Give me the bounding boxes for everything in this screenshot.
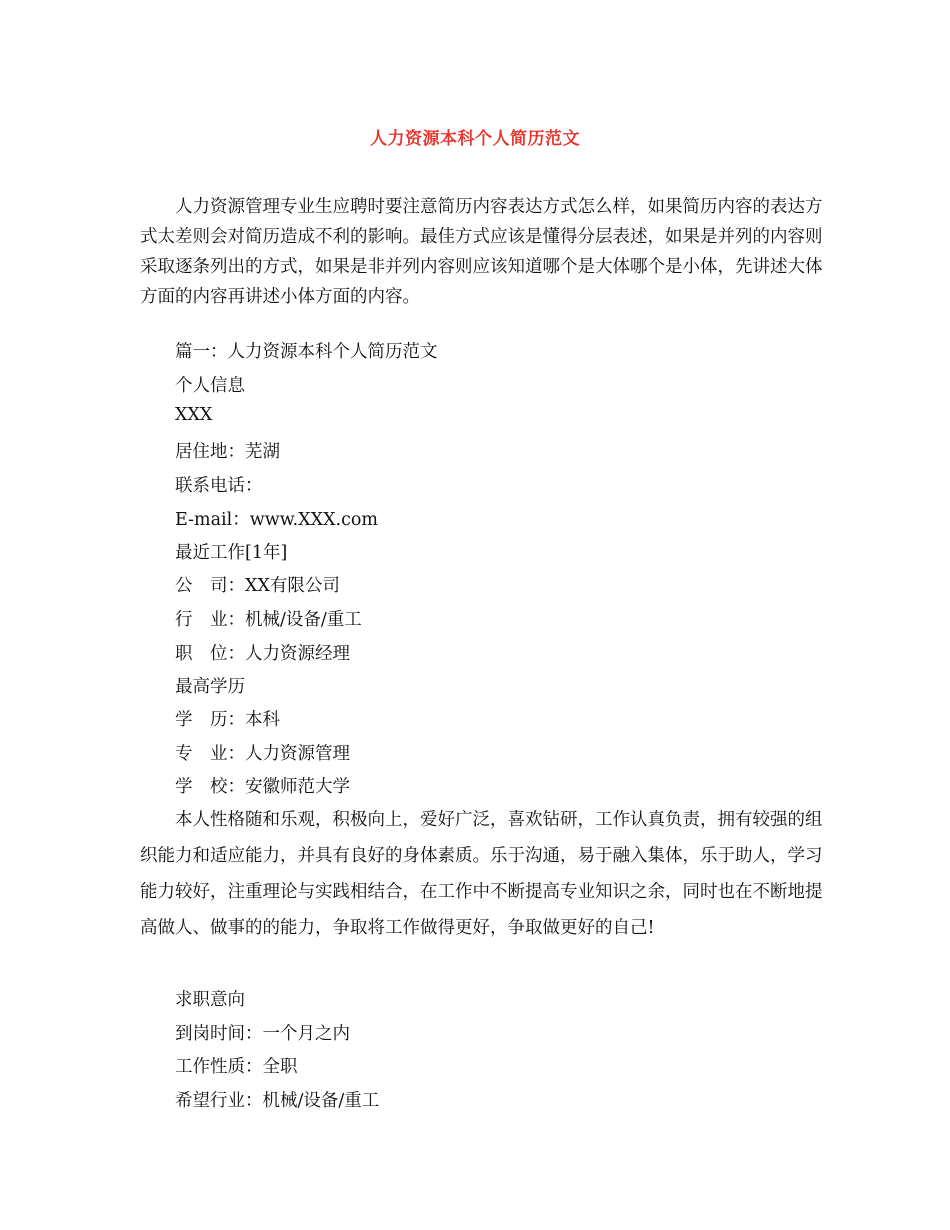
phone-line: 联系电话： [175, 476, 263, 496]
position-line: 职 位：人力资源经理 [175, 644, 350, 664]
job-intention-heading: 求职意向 [175, 990, 245, 1010]
name-line: XXX [175, 405, 213, 425]
industry-line: 行 业：机械/设备/重工 [175, 610, 362, 630]
intro-paragraph: 人力资源管理专业生应聘时要注意简历内容表达方式怎么样，如果简历内容的表达方式太差则会对简历造成不利的影响。最佳方式应该是懂得分层表述，如果是并列的内容则采取逐条列出的方式，如果是非并列内容则应该知道哪个是大体哪个是小体，先讲述大体方面的内容再讲述小体方面的内容。 [140, 197, 823, 307]
residence-line: 居住地：芜湖 [175, 442, 280, 462]
section-heading: 篇一：人力资源本科个人简历范文 [175, 342, 438, 362]
self-evaluation-paragraph: 本人性格随和乐观，积极向上，爱好广泛，喜欢钻研，工作认真负责，拥有较强的组织能力和适应能力，并具有良好的身体素质。乐于沟通，易于融入集体，乐于助人，学习能力较好，注重理论与实践相结合，在工作中不断提高专业知识之余，同时也在不断地提高做人、做事的的能力，争取将工作做得更好，争取做更好的自己! [140, 810, 823, 938]
major-line: 专 业：人力资源管理 [175, 744, 350, 764]
degree-line: 学 历：本科 [175, 710, 280, 730]
job-type-line: 工作性质：全职 [175, 1057, 298, 1077]
personal-info-heading: 个人信息 [175, 376, 245, 396]
desired-industry-line: 希望行业：机械/设备/重工 [175, 1091, 380, 1111]
start-time-line: 到岗时间：一个月之内 [175, 1024, 350, 1044]
recent-work-heading: 最近工作[1年] [175, 543, 288, 563]
school-line: 学 校：安徽师范大学 [175, 777, 350, 797]
document-title: 人力资源本科个人简历范文 [370, 129, 580, 149]
email-line: E-mail：www.XXX.com [175, 510, 379, 530]
education-heading: 最高学历 [175, 677, 245, 697]
company-line: 公 司：XX有限公司 [175, 576, 340, 596]
